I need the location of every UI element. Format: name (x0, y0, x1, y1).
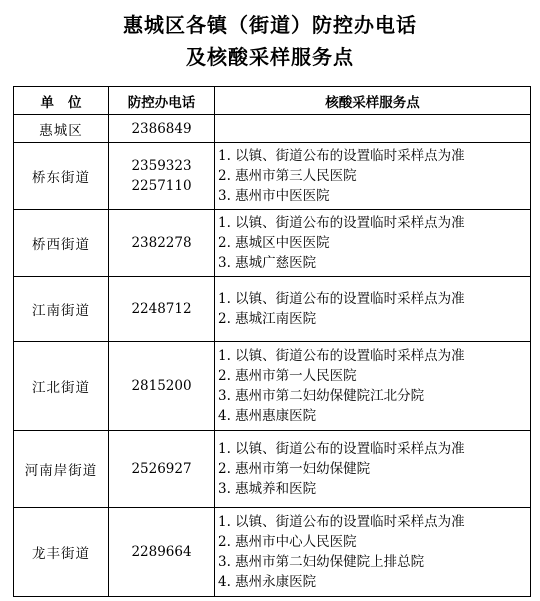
unit-cell: 江北街道 (14, 342, 109, 431)
sampling-site-item: 4. 惠州永康医院 (218, 574, 317, 590)
sampling-site-item: 4. 惠州惠康医院 (218, 408, 317, 424)
phone-cell (109, 210, 215, 277)
sampling-site-item: 1. 以镇、街道公布的设置临时采样点为准 (218, 291, 465, 307)
sampling-site-item: 2. 惠州市中心人民医院 (218, 534, 357, 550)
unit-cell: 惠城区 (14, 115, 109, 143)
sites-cell (215, 342, 531, 431)
table-row (14, 277, 531, 342)
phone-cell (109, 431, 215, 508)
table-row (14, 431, 531, 508)
sites-cell (215, 277, 531, 342)
sampling-site-item: 3. 惠州市第二妇幼保健院江北分院 (218, 388, 425, 404)
contacts-table (13, 86, 531, 597)
sampling-site-item: 1. 以镇、街道公布的设置临时采样点为准 (218, 441, 465, 457)
sampling-site-item: 2. 惠城区中医医院 (218, 235, 330, 251)
sampling-site-item: 1. 以镇、街道公布的设置临时采样点为准 (218, 215, 465, 231)
header-sites: 核酸采样服务点 (215, 87, 531, 115)
table-row (14, 210, 531, 277)
table-header-row (14, 87, 531, 115)
phone-cell (109, 115, 215, 143)
phone-number: 2382278 (131, 235, 192, 251)
sampling-site-item: 2. 惠州市第三人民医院 (218, 168, 357, 184)
sampling-site-item: 2. 惠州市第一人民医院 (218, 368, 357, 384)
phone-number: 2257110 (131, 178, 192, 194)
sampling-site-item: 1. 以镇、街道公布的设置临时采样点为准 (218, 348, 465, 364)
phone-number: 2359323 (131, 158, 192, 174)
phone-cell (109, 143, 215, 210)
phone-cell (109, 508, 215, 597)
table-row (14, 342, 531, 431)
phone-cell (109, 277, 215, 342)
unit-cell: 龙丰街道 (14, 508, 109, 597)
phone-number: 2815200 (131, 378, 192, 394)
sampling-site-item: 1. 以镇、街道公布的设置临时采样点为准 (218, 148, 465, 164)
sampling-site-item: 1. 以镇、街道公布的设置临时采样点为准 (218, 514, 465, 530)
phone-number: 2289664 (131, 544, 192, 560)
unit-cell: 江南街道 (14, 277, 109, 342)
phone-number: 2526927 (131, 461, 192, 477)
unit-cell: 河南岸街道 (14, 431, 109, 508)
sampling-site-item: 3. 惠城广慈医院 (218, 255, 317, 271)
sampling-site-item: 2. 惠城江南医院 (218, 311, 317, 327)
title-line-1: 惠城区各镇（街道）防控办电话 (123, 13, 417, 37)
sites-cell (215, 508, 531, 597)
table-row (14, 508, 531, 597)
sites-cell (215, 115, 531, 143)
table-row (14, 143, 531, 210)
phone-cell (109, 342, 215, 431)
unit-cell: 桥西街道 (14, 210, 109, 277)
sites-cell (215, 210, 531, 277)
sampling-site-item: 2. 惠州市第一妇幼保健院 (218, 461, 371, 477)
header-unit: 单位 (14, 87, 109, 115)
header-phone: 防控办电话 (109, 87, 215, 115)
sites-cell (215, 143, 531, 210)
phone-number: 2386849 (131, 120, 192, 137)
sampling-site-item: 3. 惠州市第二妇幼保健院上排总院 (218, 554, 425, 570)
phone-number: 2248712 (131, 301, 192, 317)
sampling-site-item: 3. 惠城养和医院 (218, 481, 317, 497)
sites-cell (215, 431, 531, 508)
sampling-site-item: 3. 惠州市中医医院 (218, 188, 330, 204)
table-row (14, 115, 531, 143)
title-line-2: 及核酸采样服务点 (186, 45, 354, 69)
unit-cell: 桥东街道 (14, 143, 109, 210)
